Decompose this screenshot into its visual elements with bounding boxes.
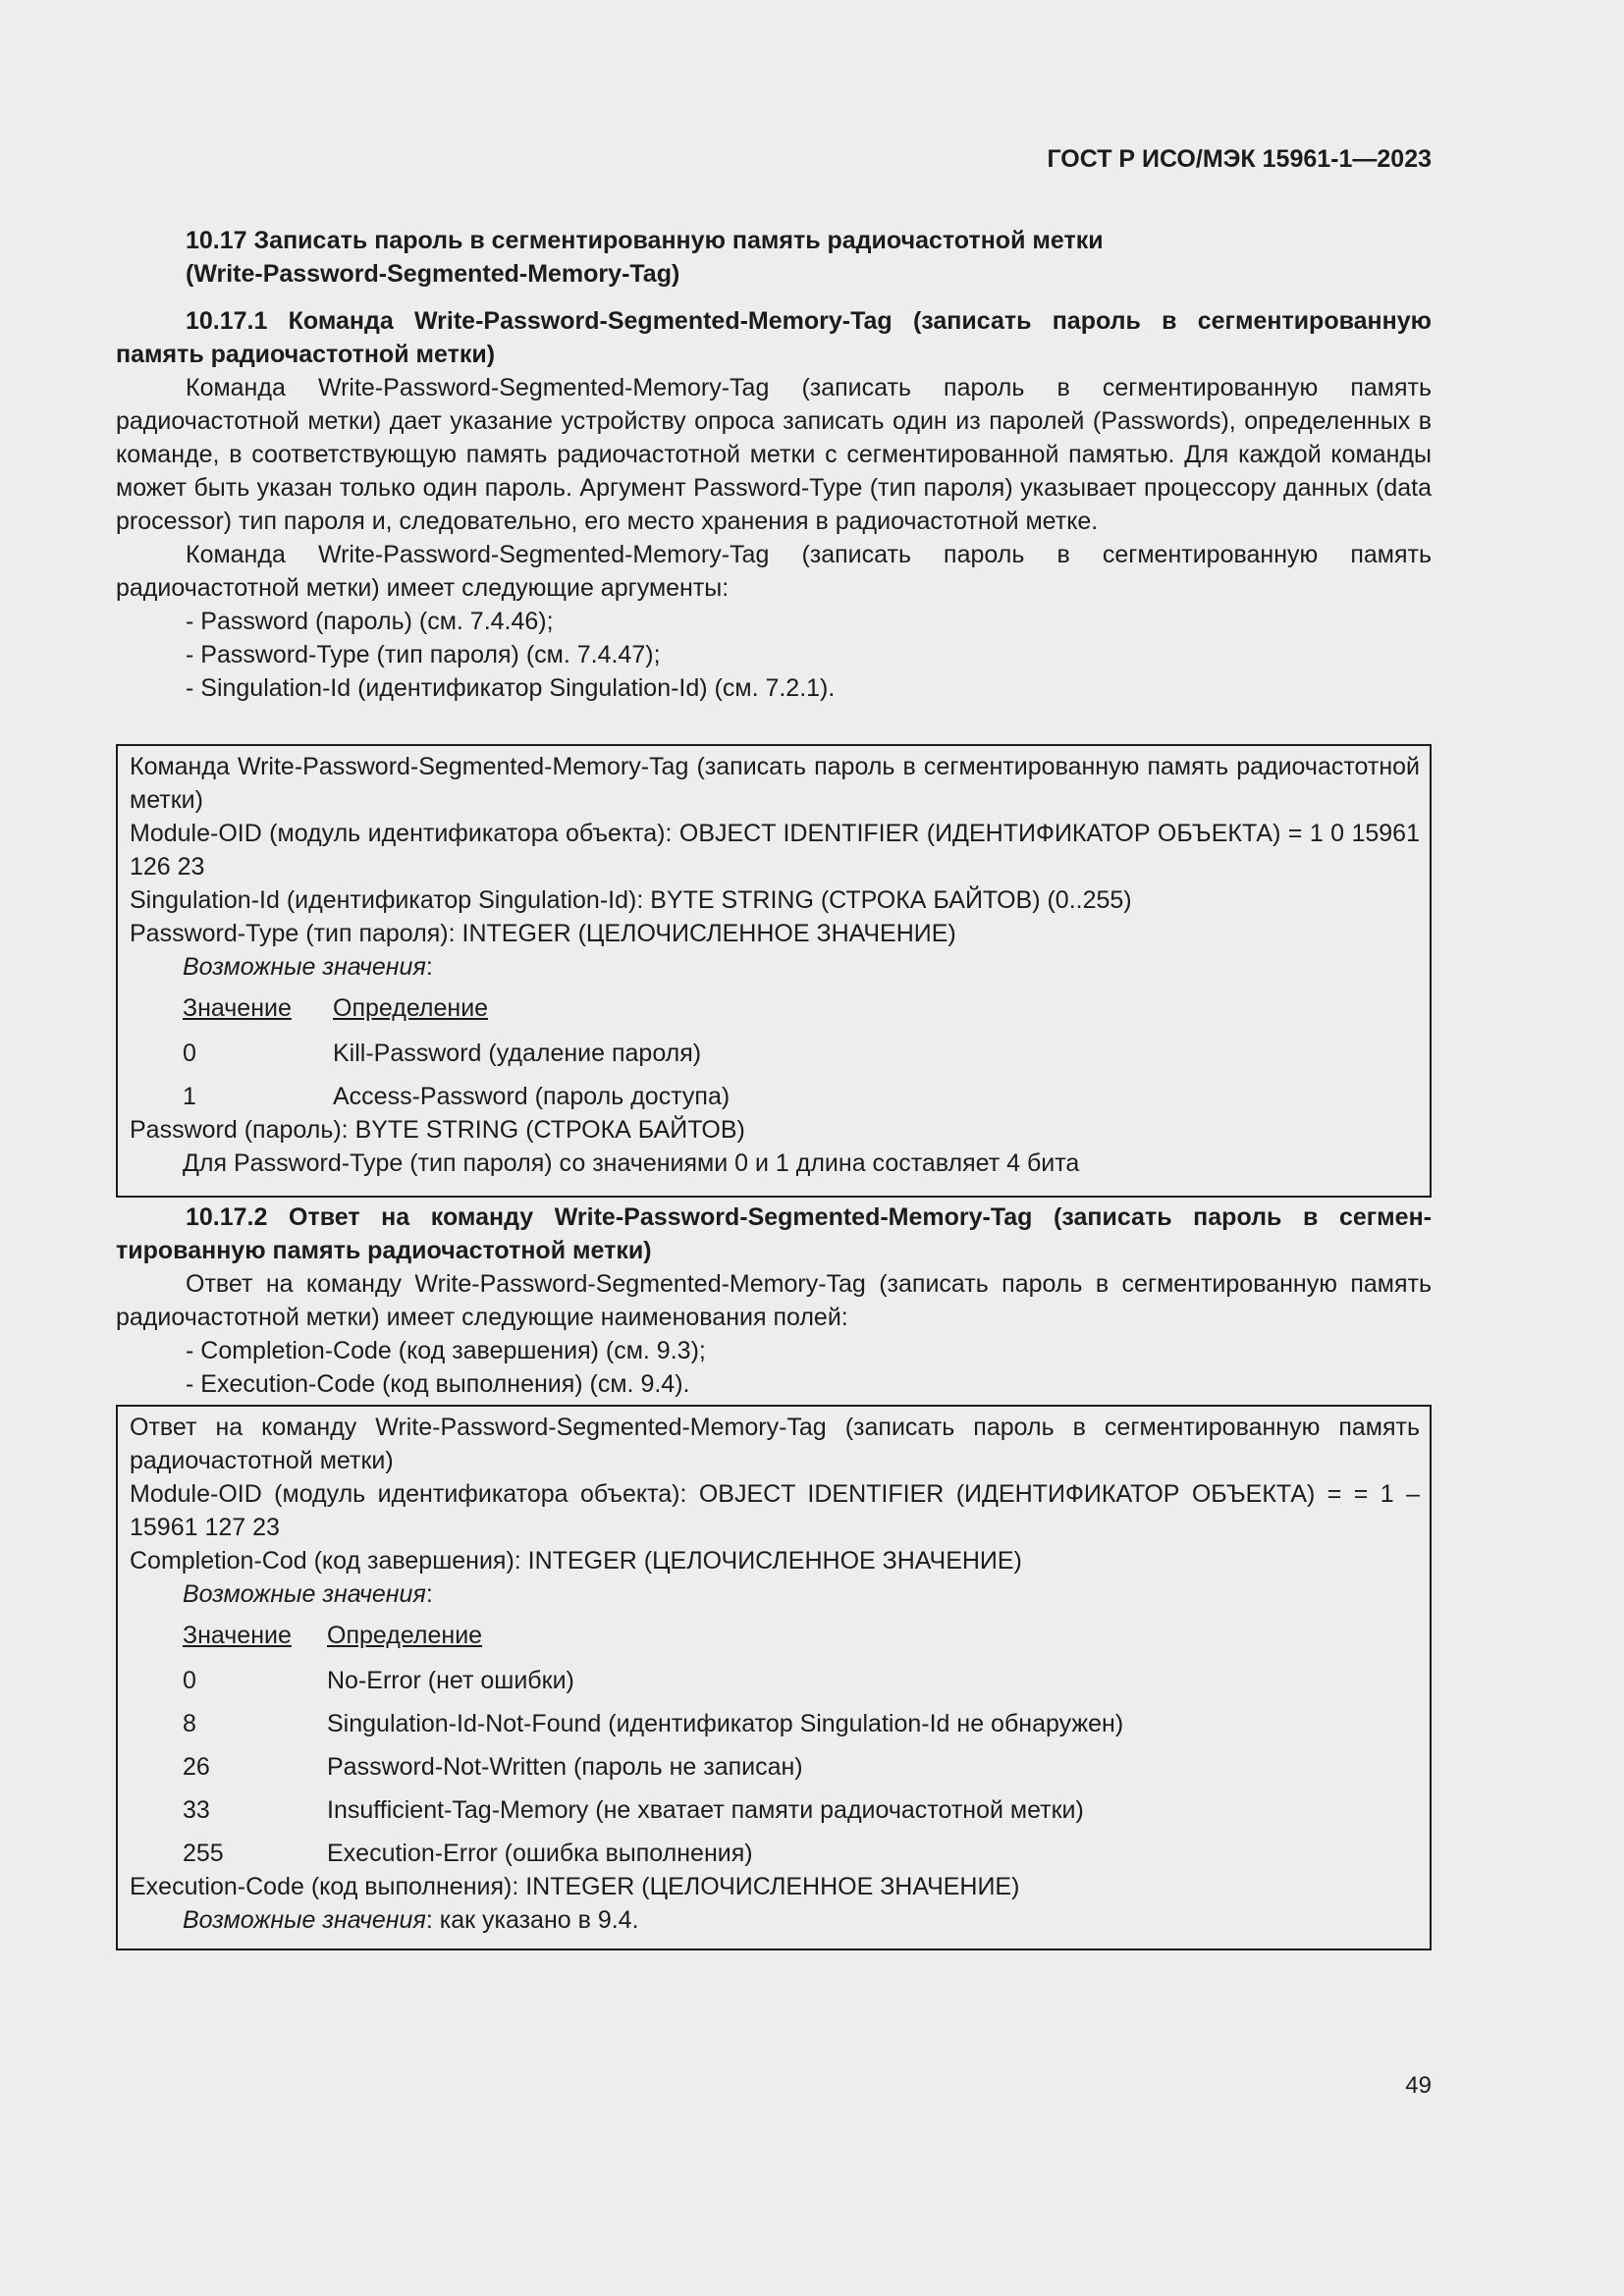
box1-possible-values: Возможные значения:	[183, 953, 433, 981]
table-row	[183, 1664, 1420, 1707]
box1-title: Команда Write-Password-Segmented-Memory-Tag (записать пароль в сегментированную память радиочастотной метки)	[130, 753, 1420, 814]
argument-item: - Singulation-Id (идентификатор Singulation-Id) (см. 7.2.1).	[186, 674, 836, 702]
column-header-value: Значение	[183, 1622, 292, 1649]
page-number: 49	[1405, 2072, 1432, 2099]
column-header-definition: Определение	[333, 994, 489, 1022]
row-definition: No-Error (нет ошибки)	[327, 1667, 574, 1694]
subsection-1	[116, 304, 1432, 705]
section-title-line2: (Write-Password-Segmented-Memory-Tag)	[186, 260, 680, 288]
subsection-2-para: Ответ на команду Write-Password-Segmented-Memory-Tag (записать пароль в сегментированную память радиочастотной метки) имеет следующие наименования полей:	[116, 1270, 1432, 1331]
box1-password-type: Password-Type (тип пароля): INTEGER (ЦЕЛОЧИСЛЕННОЕ ЗНАЧЕНИЕ)	[130, 920, 956, 947]
table-header-row	[183, 991, 1420, 1037]
box2-title: Ответ на команду Write-Password-Segmented-Memory-Tag (записать пароль в сегментированную память радиочастотной метки)	[130, 1414, 1420, 1474]
box1-values-table	[130, 991, 1420, 1123]
response-definition-box	[116, 1405, 1432, 1950]
section-title-line1: 10.17 Записать пароль в сегментированную память радиочастотной метки	[186, 227, 1104, 254]
argument-item: - Password (пароль) (см. 7.4.46);	[186, 608, 554, 635]
argument-item: - Password-Type (тип пароля) (см. 7.4.47);	[186, 641, 661, 668]
column-header-value: Значение	[183, 994, 292, 1022]
box1-module-oid: Module-OID (модуль идентификатора объекта): OBJECT IDENTIFIER (ИДЕНТИФИКАТОР ОБЪЕКТА) = 1 0 15961 126 23	[130, 820, 1420, 881]
row-definition: Access-Password (пароль доступа)	[333, 1083, 731, 1110]
row-value: 33	[183, 1796, 210, 1824]
box2-module-oid: Module-OID (модуль идентификатора объекта): OBJECT IDENTIFIER (ИДЕНТИФИКАТОР ОБЪЕКТА) = = 1 – 15961 127 23	[130, 1480, 1420, 1541]
box2-values-table	[130, 1619, 1420, 1880]
box1-note: Для Password-Type (тип пароля) со значениями 0 и 1 длина составляет 4 бита	[183, 1149, 1080, 1177]
field-item: - Execution-Code (код выполнения) (см. 9.4).	[186, 1370, 690, 1398]
box1-singulation: Singulation-Id (идентификатор Singulation-Id): BYTE STRING (СТРОКА БАЙТОВ) (0..255)	[130, 886, 1132, 914]
subsection-1-title: 10.17.1 Команда Write-Password-Segmented-Memory-Tag (записать пароль в сегментированную память радиочастотной метки)	[116, 307, 1432, 368]
box2-possible-values: Возможные значения:	[183, 1580, 433, 1608]
row-value: 26	[183, 1753, 210, 1781]
subsection-2	[116, 1201, 1432, 1401]
row-value: 255	[183, 1840, 224, 1867]
row-definition: Execution-Error (ошибка выполнения)	[327, 1840, 753, 1867]
row-definition: Kill-Password (удаление пароля)	[333, 1040, 702, 1067]
box2-completion: Completion-Cod (код завершения): INTEGER (ЦЕЛОЧИСЛЕННОЕ ЗНАЧЕНИЕ)	[130, 1547, 1022, 1575]
subsection-1-para1: Команда Write-Password-Segmented-Memory-Tag (записать пароль в сегментированную память радиочастотной метки) дает указание устройству опроса записать один из паролей (Passwords), определенных в команде, в соответствующую память радиочастотной метки с сегментированной памятью. Для каждой команды может быть указан только один пароль. Аргумент Password-Type (тип пароля) указывает процессору данных (data processor) тип пароля и, следовательно, его место хранения в радиочастотной метке.	[116, 374, 1432, 535]
row-definition: Singulation-Id-Not-Found (идентификатор Singulation-Id не обнаружен)	[327, 1710, 1124, 1737]
row-value: 1	[183, 1083, 196, 1110]
section-title	[116, 224, 1432, 291]
command-definition-box	[116, 744, 1432, 1198]
row-definition: Password-Not-Written (пароль не записан)	[327, 1753, 803, 1781]
row-value: 0	[183, 1040, 196, 1067]
subsection-2-title: 10.17.2 Ответ на команду Write-Password-Segmented-Memory-Tag (записать пароль в сегментированную память радиочастотной метки)	[116, 1203, 1432, 1264]
table-row	[183, 1707, 1420, 1750]
table-header-row	[183, 1619, 1420, 1664]
row-value: 8	[183, 1710, 196, 1737]
field-item: - Completion-Code (код завершения) (см. 9.3);	[186, 1337, 706, 1364]
subsection-1-para2: Команда Write-Password-Segmented-Memory-Tag (записать пароль в сегментированную память радиочастотной метки) имеет следующие аргументы:	[116, 541, 1432, 602]
table-row	[183, 1793, 1420, 1837]
box1-password: Password (пароль): BYTE STRING (СТРОКА БАЙТОВ)	[130, 1116, 745, 1144]
box2-execution: Execution-Code (код выполнения): INTEGER (ЦЕЛОЧИСЛЕННОЕ ЗНАЧЕНИЕ)	[130, 1873, 1020, 1900]
row-value: 0	[183, 1667, 196, 1694]
table-row	[183, 1037, 1420, 1080]
column-header-definition: Определение	[327, 1622, 483, 1649]
table-row	[183, 1750, 1420, 1793]
row-definition: Insufficient-Tag-Memory (не хватает памяти радиочастотной метки)	[327, 1796, 1084, 1824]
box2-exec-possible: Возможные значения: как указано в 9.4.	[183, 1906, 639, 1934]
document-header: ГОСТ Р ИСО/МЭК 15961-1—2023	[1047, 145, 1432, 173]
